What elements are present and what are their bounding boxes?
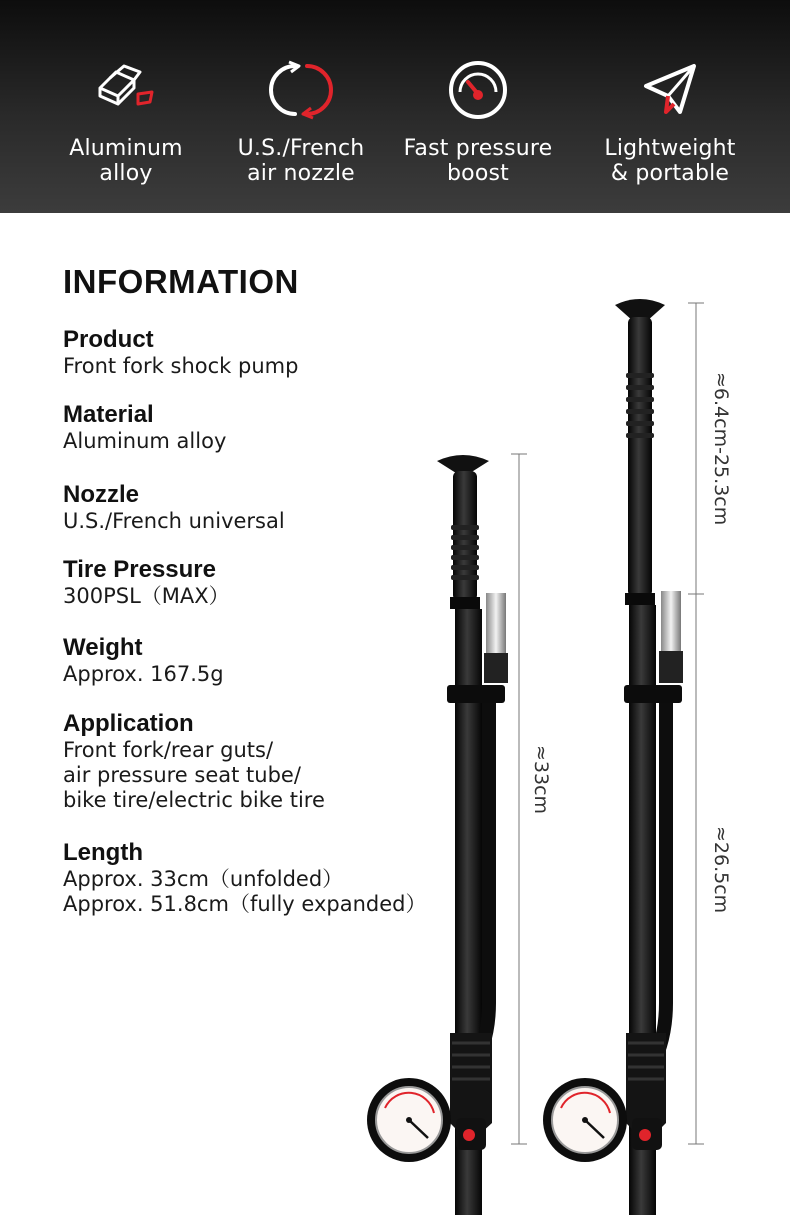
spec-key: Weight	[63, 634, 143, 661]
pump-long	[543, 299, 704, 1215]
feature-aluminum	[31, 58, 221, 186]
spec-value: 300PSL（MAX）	[63, 584, 230, 608]
feature-nozzle	[206, 58, 396, 186]
spec-key: Length	[63, 839, 143, 866]
dimension-body-length: ≈26.5cm	[710, 826, 732, 914]
spec-key: Tire Pressure	[63, 556, 216, 583]
spec-value: U.S./French universal	[63, 509, 285, 533]
dimension-extension-length: ≈6.4cm-25.3cm	[710, 372, 732, 526]
features-banner	[0, 0, 790, 213]
spec-value: Approx. 33cm（unfolded） Approx. 51.8cm（fully expanded）	[63, 867, 427, 916]
information-title: INFORMATION	[63, 263, 299, 300]
spec-key: Product	[63, 326, 154, 353]
feature-label: Fast pressure boost	[403, 136, 553, 186]
feature-lightweight	[575, 58, 765, 186]
feature-label: Lightweight & portable	[604, 136, 736, 186]
aluminum-block-icon	[94, 58, 158, 122]
paper-plane-icon	[638, 58, 702, 122]
pump-short	[367, 454, 527, 1215]
spec-key: Nozzle	[63, 481, 140, 508]
spec-key: Material	[63, 401, 154, 428]
feature-label: U.S./French air nozzle	[237, 136, 365, 186]
feature-label: Aluminum alloy	[69, 136, 183, 186]
gauge-icon	[446, 58, 510, 122]
spec-value: Front fork shock pump	[63, 354, 299, 378]
spec-key: Application	[63, 710, 194, 737]
dimension-short-length: ≈33cm	[530, 745, 552, 815]
spec-value: Aluminum alloy	[63, 429, 227, 453]
pump-illustration	[0, 213, 790, 1215]
spec-value: Front fork/rear guts/ air pressure seat tube/ bike tire/electric bike tire	[63, 738, 325, 812]
spec-value: Approx. 167.5g	[63, 662, 224, 686]
nozzle-arrows-icon	[269, 58, 333, 122]
feature-pressure	[383, 58, 573, 186]
